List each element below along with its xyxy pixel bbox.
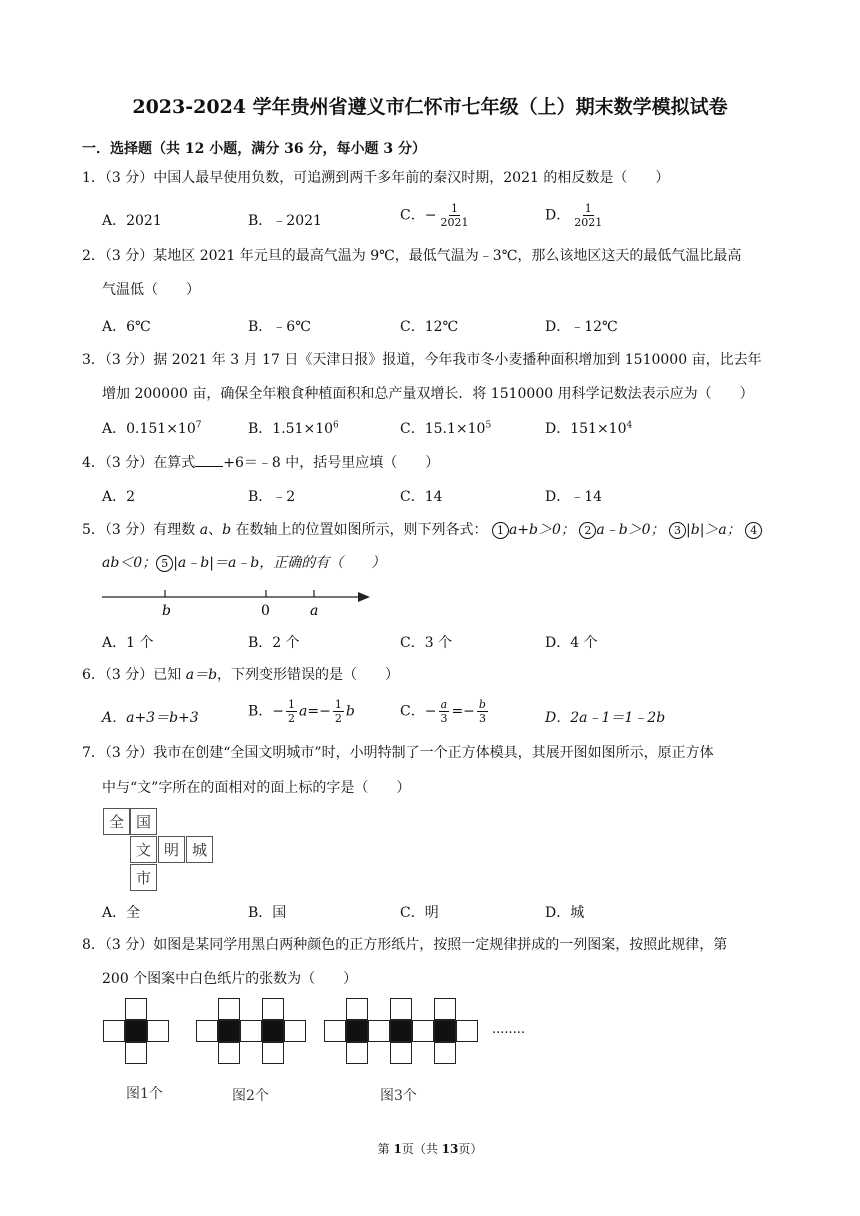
net-face-2: 国 (130, 808, 157, 835)
caption-figure-2: 图2个 (232, 1088, 269, 1104)
q4-option-d: D．﹣14 (545, 489, 603, 505)
q4-option-c: C．14 (400, 489, 443, 505)
question-3-line1: 3．（3 分）据 2021 年 3 月 17 日《天津日报》报道，今年我市冬小麦播种面积增加到 1510000 亩，比去年 (82, 352, 762, 368)
axis-label-b: b (162, 603, 171, 619)
section-heading: 一．选择题（共 12 小题，满分 36 分，每小题 3 分） (82, 141, 426, 157)
caption-figure-1: 图1个 (126, 1086, 163, 1102)
q7-option-d: D．城 (545, 905, 585, 921)
question-2-line1: 2．（3 分）某地区 2021 年元旦的最高气温为 9℃，最低气温为﹣3℃，那么该地区这天的最低气温比最高 (82, 248, 742, 264)
q2-option-a: A．6℃ (102, 319, 151, 335)
pattern-ellipsis: ........ (492, 1022, 526, 1037)
q4-option-a: A．2 (102, 489, 136, 505)
q3-option-c: C．$15.1\times 10^5$ (400, 420, 492, 437)
question-1-stem: 1．（3 分）中国人最早使用负数，可追溯到两千多年前的秦汉时期，2021 的相反数是（ ） (82, 170, 670, 186)
answer-blank (195, 452, 223, 467)
q3-option-b: B．$1.51\times 10^6$ (248, 420, 339, 437)
net-face-6: 市 (130, 864, 157, 891)
q7-option-c: C．明 (400, 905, 439, 921)
caption-figure-3: 图3个 (380, 1088, 417, 1104)
question-8-line2: 200 个图案中白色纸片的张数为（ ） (102, 971, 358, 987)
question-5-line1: 5．（3 分）有理数 a、b 在数轴上的位置如图所示，则下列各式： 1 a+b＞0； 2 a﹣b＞0； 3 |b|＞a； 4 (82, 520, 762, 540)
question-8-line1: 8．（3 分）如图是某同学用黑白两种颜色的正方形纸片，按照一定规律拼成的一列图案，按照此规律，第 (82, 937, 728, 953)
question-2-line2: 气温低（ ） (102, 282, 200, 298)
net-face-1: 全 (103, 808, 130, 835)
q3-option-d: D．$151\times 10^4$ (545, 420, 633, 437)
question-7-line2: 中与“文”字所在的面相对的面上标的字是（ ） (102, 780, 411, 796)
net-face-3: 文 (130, 836, 157, 863)
q2-option-b: B．﹣6℃ (248, 319, 311, 335)
question-3-line2: 增加 200000 亩，确保全年粮食种植面积和总产量双增长．将 1510000 用科学记数法表示应为（ ） (102, 386, 754, 402)
q3-option-a: A．$0.151\times 10^7$ (102, 420, 202, 437)
q5-option-a: A．1 个 (102, 635, 154, 651)
net-face-4: 明 (158, 836, 185, 863)
q4-option-b: B．﹣2 (248, 489, 296, 505)
q7-option-a: A．全 (102, 905, 141, 921)
q6-option-b: B．− $\frac{1}{2}$ a=− $\frac{1}{2}$ b (248, 698, 355, 725)
q1-option-a: A．2021 (102, 213, 162, 229)
page-footer: 第 1页（共 13页） (377, 1142, 483, 1156)
q5-option-c: C．3 个 (400, 635, 453, 651)
q1-option-b: B．﹣2021 (248, 213, 322, 229)
number-line (100, 584, 380, 620)
q1-option-c: C．− $\frac{1}{2021}$ (400, 202, 469, 229)
q2-option-d: D．﹣12℃ (545, 319, 618, 335)
page-title: 2023-2024 学年贵州省遵义市仁怀市七年级（上）期末数学模拟试卷 (132, 96, 728, 118)
question-6-stem: 6．（3 分）已知 a＝b，下列变形错误的是（ ） (82, 667, 400, 683)
question-7-line1: 7．（3 分）我市在创建“全国文明城市”时，小明特制了一个正方体模具，其展开图如图所示，原正方体 (82, 745, 714, 761)
q6-option-d: D．2a﹣1＝1﹣2b (545, 710, 666, 726)
q6-option-c: C．− $\frac{a}{3}$ =− $\frac{b}{3}$ (400, 698, 486, 725)
q5-option-d: D．4 个 (545, 635, 598, 651)
net-face-5: 城 (186, 836, 213, 863)
question-4-stem: 4．（3 分）在算式 +6＝﹣8 中，括号里应填（ ） (82, 452, 439, 473)
axis-label-a: a (310, 603, 319, 619)
q5-option-b: B．2 个 (248, 635, 300, 651)
axis-label-0: 0 (261, 603, 270, 619)
q6-option-a: A．a+3＝b+3 (102, 710, 199, 726)
q1-option-d: D． $\frac{1}{2021}$ (545, 202, 603, 229)
question-5-line2: ab＜0； 5 |a﹣b|＝a﹣b，正确的有（ ） (102, 555, 386, 571)
q7-option-b: B．国 (248, 905, 287, 921)
q2-option-c: C．12℃ (400, 319, 459, 335)
